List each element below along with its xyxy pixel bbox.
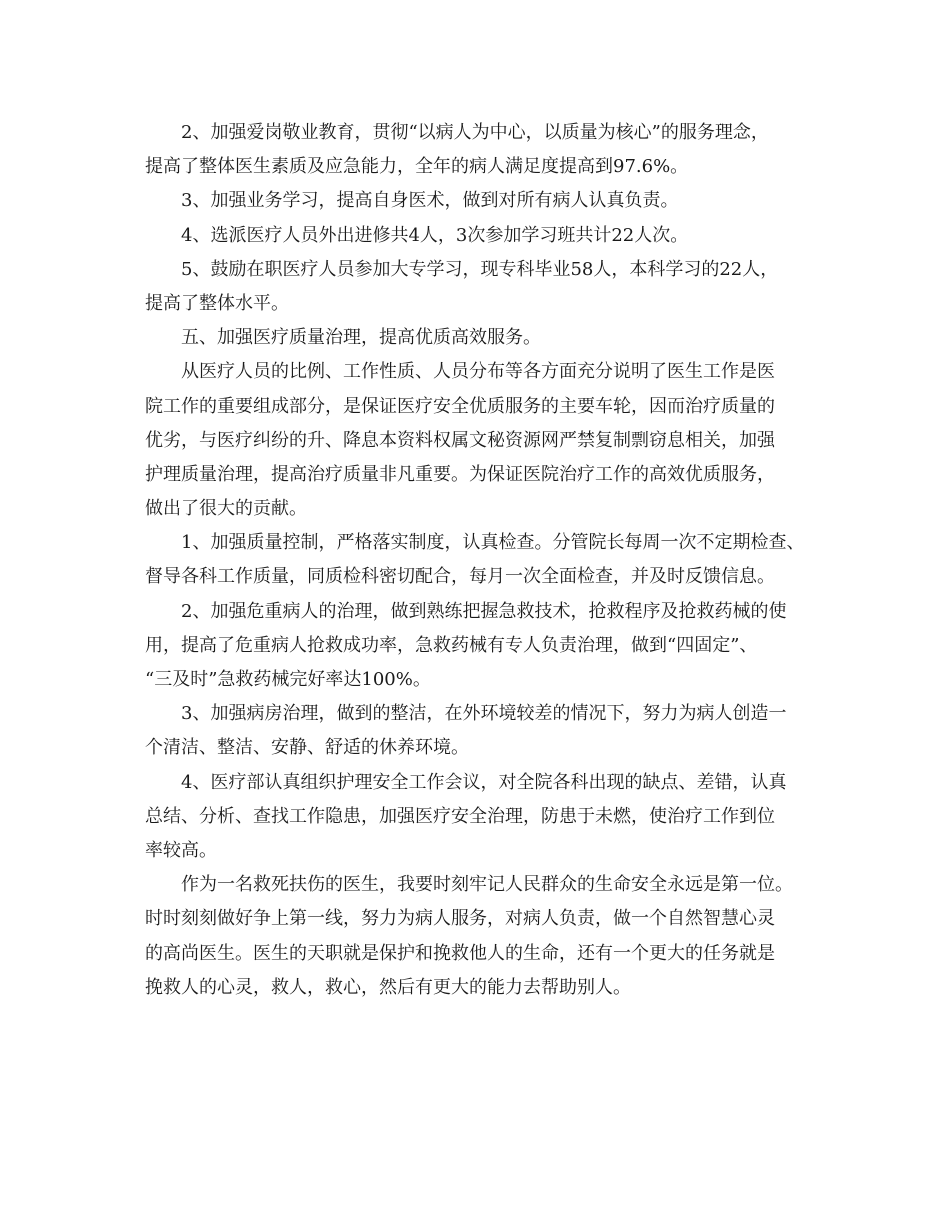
- text-line: 提高了整体医生素质及应急能力，全年的病人满足度提高到97.6%。: [145, 156, 689, 178]
- text-line: 总结、分析、查找工作隐患，加强医疗安全治理，防患于未燃，使治疗工作到位: [145, 805, 775, 827]
- text-line: 1、加强质量控制，严格落实制度，认真检查。分管院长每周一次不定期检查、: [181, 532, 805, 554]
- text-line: 2、加强爱岗敬业教育，贯彻“以病人为中心，以质量为核心”的服务理念，: [181, 122, 769, 143]
- text-line: 五、加强医疗质量治理，提高优质高效服务。: [181, 327, 541, 349]
- text-line: 院工作的重要组成部分，是保证医疗安全优质服务的主要车轮，因而治疗质量的: [145, 395, 775, 417]
- text-line: 4、医疗部认真组织护理安全工作会议，对全院各科出现的缺点、差错，认真: [181, 771, 787, 793]
- text-line: 督导各科工作质量，同质检科密切配合，每月一次全面检查，并及时反馈信息。: [145, 566, 775, 588]
- text-line: 2、加强危重病人的治理，做到熟练把握急救技术，抢救程序及抢救药械的使: [181, 600, 787, 622]
- text-line: 5、鼓励在职医疗人员参加大专学习，现专科毕业58人，本科学习的22人，: [181, 258, 779, 280]
- text-line: 挽救人的心灵，救人，救心，然后有更大的能力去帮助别人。: [145, 976, 631, 998]
- text-line: 的高尚医生。医生的天职就是保护和挽救他人的生命，还有一个更大的任务就是: [145, 942, 775, 964]
- text-line: 个清洁、整洁、安静、舒适的休养环境。: [145, 737, 469, 759]
- text-line: 从医疗人员的比例、工作性质、人员分布等各方面充分说明了医生工作是医: [181, 361, 775, 383]
- text-line: 用，提高了危重病人抢救成功率，急救药械有专人负责治理，做到“四固定”、: [145, 634, 758, 656]
- text-line: 率较高。: [145, 839, 217, 861]
- text-line: 优劣，与医疗纠纷的升、降息本资料权属文秘资源网严禁复制剽窃息相关，加强: [145, 429, 775, 451]
- text-line: 时时刻刻做好争上第一线，努力为病人服务，对病人负责，做一个自然智慧心灵: [145, 908, 775, 930]
- text-line: 提高了整体水平。: [145, 292, 289, 314]
- text-line: 3、加强病房治理，做到的整洁，在外环境较差的情况下，努力为病人创造一: [181, 703, 787, 725]
- text-line: 3、加强业务学习，提高自身医术，做到对所有病人认真负责。: [181, 190, 679, 212]
- text-line: 4、选派医疗人员外出进修共4人，3次参加学习班共计22人次。: [181, 224, 689, 246]
- document-body: [145, 116, 835, 1005]
- text-line: 作为一名救死扶伤的医生，我要时刻牢记人民群众的生命安全永远是第一位。: [181, 874, 793, 896]
- text-line: 做出了很大的贡献。: [145, 498, 307, 520]
- text-line: “三及时”急救药械完好率达100%。: [145, 669, 431, 690]
- text-line: 护理质量治理，提高治疗质量非凡重要。为保证医院治疗工作的高效优质服务，: [145, 463, 775, 485]
